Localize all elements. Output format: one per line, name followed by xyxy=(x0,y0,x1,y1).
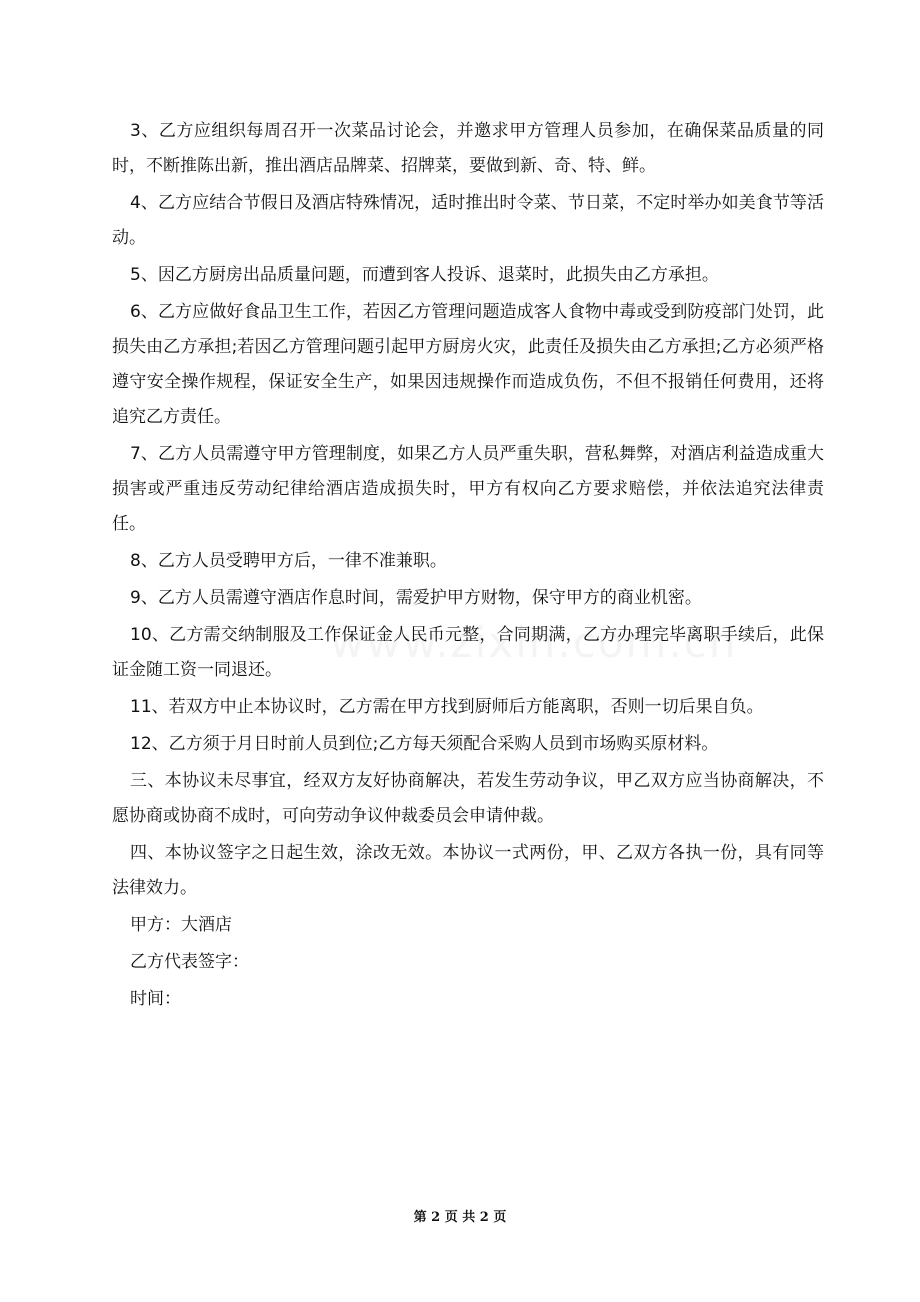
party-b-representative-signature: 乙方代表签字： xyxy=(130,952,249,972)
party-a-signature: 甲方：大酒店 xyxy=(130,915,232,935)
page-number: 第 2 页 共 2 页 xyxy=(413,1210,507,1225)
clause-9: 9、乙方人员需遵守酒店作息时间，需爱护甲方财物，保守甲方的商业机密。 xyxy=(130,588,702,608)
clause-8: 8、乙方人员受聘甲方后，一律不准兼职。 xyxy=(130,551,447,571)
clause-12: 12、乙方须于月日时前人员到位;乙方每天须配合采购人员到市场购买原材料。 xyxy=(130,734,719,754)
signing-time: 时间： xyxy=(130,989,181,1009)
clause-7: 7、乙方人员需遵守甲方管理制度，如果乙方人员严重失职，营私舞弊，对酒店利益造成重大损害或严重违反劳动纪律给酒店造成损失时，甲方有权向乙方要求赔偿，并依法追究法律责任。 xyxy=(112,444,824,534)
clause-10: 10、乙方需交纳制服及工作保证金人民币元整，合同期满，乙方办理完毕离职手续后，此保证金随工资一同退还。 xyxy=(112,625,824,680)
clause-11: 11、若双方中止本协议时，乙方需在甲方找到厨师后方能离职，否则一切后果自负。 xyxy=(130,697,764,717)
section-four: 四、本协议签字之日起生效，涂改无效。本协议一式两份，甲、乙双方各执一份，具有同等法律效力。 xyxy=(112,843,824,898)
clause-4: 4、乙方应结合节假日及酒店特殊情况，适时推出时令菜、节日菜，不定时举办如美食节等活动。 xyxy=(112,193,824,248)
section-three: 三、本协议未尽事宜，经双方友好协商解决，若发生劳动争议，甲乙双方应当协商解决，不愿协商或协商不成时，可向劳动争议仲裁委员会申请仲裁。 xyxy=(112,771,824,826)
clause-3: 3、乙方应组织每周召开一次菜品讨论会，并邀求甲方管理人员参加，在确保菜品质量的同时，不断推陈出新，推出酒店品牌菜、招牌菜，要做到新、奇、特、鲜。 xyxy=(112,121,824,176)
document-body xyxy=(112,114,824,1019)
clause-6: 6、乙方应做好食品卫生工作，若因乙方管理问题造成客人食物中毒或受到防疫部门处罚，此损失由乙方承担;若因乙方管理问题引起甲方厨房火灾，此责任及损失由乙方承担;乙方必须严格遵守安全操作规程，保证安全生产，如果因违规操作而造成负伤，不但不报销任何费用，还将追究乙方责任。 xyxy=(112,302,824,427)
clause-5: 5、因乙方厨房出品质量问题，而遭到客人投诉、退菜时，此损失由乙方承担。 xyxy=(130,265,719,285)
